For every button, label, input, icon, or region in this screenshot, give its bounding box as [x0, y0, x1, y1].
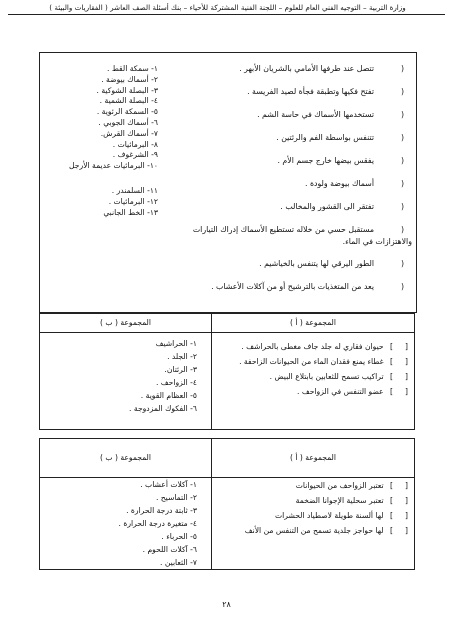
question-row — [162, 133, 408, 156]
answer-paren[interactable]: ( — [400, 179, 404, 188]
table-row — [212, 354, 408, 369]
list-item: ٥- الحرباء . — [161, 532, 197, 541]
list-item: ١- آكلات أعشاب . — [140, 480, 197, 489]
list-item: ٦- الفكوك المزدوجة . — [129, 404, 197, 413]
table-row — [212, 508, 408, 523]
list-item: ٢- التماسيح . — [155, 493, 197, 502]
matching-table-3 — [39, 438, 415, 570]
question-text: تتنفس بواسطة الفم والرئتين . — [276, 133, 374, 142]
answer-item: ٦- أسماك الجوبي . — [98, 117, 158, 127]
table-row — [212, 523, 408, 538]
column-header-b: المجموعة ( ب ) — [40, 314, 212, 333]
answer-paren[interactable]: ( — [400, 225, 404, 234]
table-row — [212, 384, 408, 399]
column-header-a: المجموعة ( أ ) — [212, 314, 415, 333]
table-row — [212, 493, 408, 508]
section1-answer-list — [48, 64, 158, 218]
question-row — [162, 87, 408, 110]
list-item: ٦- آكلات اللحوم . — [142, 545, 197, 554]
row-text: لها ألسنة طويلة لاصطياد الحشرات — [275, 511, 384, 520]
answer-bracket[interactable]: [ ] — [390, 481, 408, 490]
answer-paren[interactable]: ( — [400, 156, 404, 165]
answer-item: ٤- البصلة الشمية . — [99, 96, 158, 106]
column-b — [40, 478, 212, 570]
question-row — [162, 64, 408, 87]
matching-table-2 — [39, 313, 415, 430]
column-a — [212, 333, 415, 430]
answer-bracket[interactable]: [ ] — [390, 342, 408, 351]
question-text: الطور اليرقي لها يتنفس بالخياشيم . — [259, 259, 374, 268]
question-text: يفقس بيضها خارج جسم الأم . — [277, 156, 374, 165]
table-row — [212, 339, 408, 354]
question-text: أسماك بيوضة ولودة . — [305, 179, 374, 188]
row-text: تراكيب تسمح للثعابين بابتلاع البيض . — [269, 372, 384, 381]
table-row — [212, 478, 408, 493]
row-text: تعتبر سحلية الإجوانا الضخمة — [295, 496, 384, 505]
question-row — [162, 259, 408, 282]
answer-bracket[interactable]: [ ] — [390, 526, 408, 535]
question-row — [162, 225, 408, 237]
answer-item: ٨- البرمائيات . — [112, 139, 158, 149]
question-text: تفتقر الى القشور والمخالب . — [280, 202, 374, 211]
question-text: يعد من المتغذيات بالترشيح أو من آكلات الأعشاب . — [211, 282, 374, 291]
answer-item: ١٠- البرمائيات عديمة الأرجل — [69, 161, 158, 171]
question-row — [162, 202, 408, 225]
list-item: ١- الحراشيف — [155, 339, 197, 348]
answer-paren[interactable]: ( — [400, 64, 404, 73]
answer-item: ٥- السمكة الرئوية . — [96, 107, 158, 117]
answer-item: ٣- البصلة الشوكية . — [96, 85, 158, 95]
answer-paren[interactable]: ( — [400, 110, 404, 119]
list-item: ٢- الجلد . — [167, 352, 197, 361]
page-header: وزارة التربية – التوجيه الفني العام للعلوم – اللجنة الفنية المشتركة للأحياء – بنك أسئلة الصف العاشر ( الفقاريات والبيئة ) — [49, 3, 406, 12]
question-text: والاهتزازات في الماء. — [342, 237, 412, 246]
answer-item: ١١- السلمندر . — [111, 185, 158, 195]
answer-bracket[interactable]: [ ] — [390, 387, 408, 396]
column-b — [40, 333, 212, 430]
list-item: ٤- متغيرة درجة الحرارة . — [118, 519, 197, 528]
answer-item: ١٢- البرمائيات . — [108, 196, 158, 206]
answer-item: ٧- أسماك القرش. — [100, 128, 158, 138]
question-text: تتصل عند طرفها الأمامي بالشريان الأبهر . — [239, 64, 374, 73]
answer-paren[interactable]: ( — [400, 282, 404, 291]
page-number: ٢٨ — [222, 600, 231, 609]
table-row — [212, 369, 408, 384]
answer-item: ٩- الشرغوف . — [112, 150, 158, 160]
list-item: ٥- العظام القوية . — [140, 391, 197, 400]
answer-bracket[interactable]: [ ] — [390, 496, 408, 505]
list-item: ٧- الثعابين . — [160, 558, 197, 567]
answer-bracket[interactable]: [ ] — [390, 357, 408, 366]
answer-paren[interactable]: ( — [400, 259, 404, 268]
question-row — [162, 282, 408, 305]
section1-question-list — [162, 64, 412, 305]
column-header-b: المجموعة ( ب ) — [40, 439, 212, 478]
list-item: ٣- ثابتة درجة الحرارة . — [126, 506, 197, 515]
column-header-a: المجموعة ( أ ) — [212, 439, 415, 478]
row-text: عضو التنفس في الزواحف . — [297, 387, 384, 396]
answer-item: ١- سمكة القط . — [107, 64, 158, 73]
list-item: ٣- الرئتان. — [164, 365, 197, 374]
question-text: تستخدمها الأسماك في حاسة الشم . — [257, 110, 374, 119]
question-text: مستقبل حسي من خلاله تستطيع الأسماك إدراك التيارات — [192, 225, 374, 234]
question-text: تفتح فكيها وتطبقة فجأة لصيد الفريسة . — [247, 87, 374, 96]
question-row-continued — [162, 237, 412, 259]
answer-item: ٢- أسماك بيوضة . — [101, 74, 158, 84]
answer-paren[interactable]: ( — [400, 202, 404, 211]
question-row — [162, 179, 408, 202]
answer-bracket[interactable]: [ ] — [390, 372, 408, 381]
answer-bracket[interactable]: [ ] — [390, 511, 408, 520]
question-row — [162, 110, 408, 133]
answer-paren[interactable]: ( — [400, 87, 404, 96]
answer-item: ١٣- الخط الجانبي — [103, 207, 158, 217]
question-row — [162, 156, 408, 179]
row-text: حيوان فقاري له جلد جاف مغطى بالحراشف . — [241, 342, 384, 351]
list-item: ٤- الزواحف . — [155, 378, 197, 387]
header-rule — [8, 14, 445, 15]
row-text: تعتبر الزواحف من الحيوانات — [295, 481, 384, 490]
row-text: لها حواجز جلدية تسمح من التنفس من الأنف — [244, 526, 384, 535]
answer-paren[interactable]: ( — [400, 133, 404, 142]
column-a — [212, 478, 415, 570]
row-text: غطاء يمنع فقدان الماء من الحيوانات الزاحفة . — [239, 357, 384, 366]
